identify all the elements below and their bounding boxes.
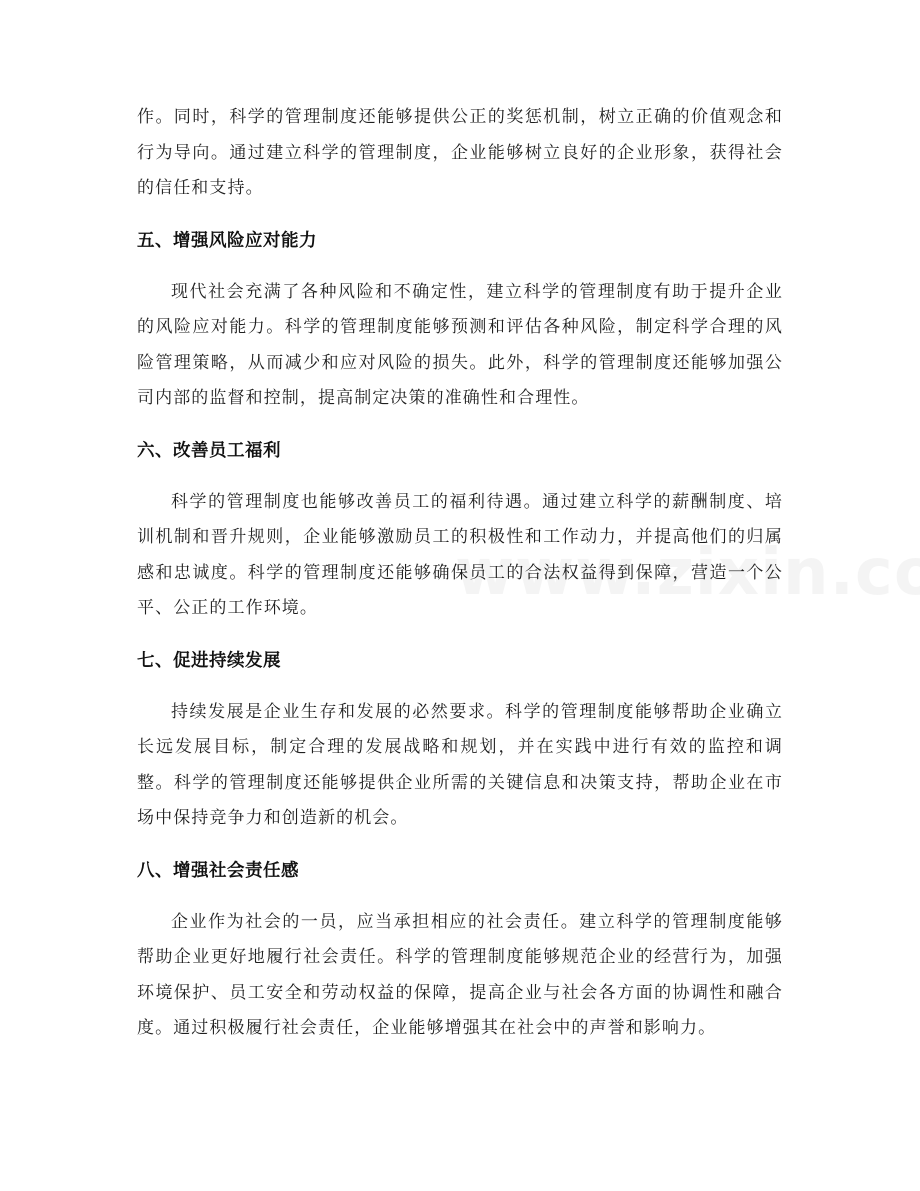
intro-paragraph: 作。同时，科学的管理制度还能够提供公正的奖惩机制，树立正确的价值观念和行为导向。通过建立科学的管理制度，企业能够树立良好的企业形象，获得社会的信任和支持。: [137, 107, 783, 198]
section-5-paragraph: 现代社会充满了各种风险和不确定性，建立科学的管理制度有助于提升企业的风险应对能力。科学的管理制度能够预测和评估各种风险，制定科学合理的风险管理策略，从而减少和应对风险的损失。此外，科学的管理制度还能够加强公司内部的监督和控制，提高制定决策的准确性和合理性。: [137, 281, 783, 408]
section-6-heading: 六、改善员工福利: [137, 440, 281, 461]
section-7-heading: 七、促进持续发展: [137, 650, 281, 671]
section-5-heading: 五、增强风险应对能力: [137, 230, 317, 251]
section-6-paragraph: 科学的管理制度也能够改善员工的福利待遇。通过建立科学的薪酬制度、培训机制和晋升规则，企业能够激励员工的积极性和工作动力，并提高他们的归属感和忠诚度。科学的管理制度还能够确保员工的合法权益得到保障，营造一个公平、公正的工作环境。: [137, 491, 783, 618]
section-8-heading: 八、增强社会责任感: [137, 860, 299, 881]
section-7-paragraph: 持续发展是企业生存和发展的必然要求。科学的管理制度能够帮助企业确立长远发展目标，制定合理的发展战略和规划，并在实践中进行有效的监控和调整。科学的管理制度还能够提供企业所需的关键信息和决策支持，帮助企业在市场中保持竞争力和创造新的机会。: [137, 701, 783, 828]
section-8-paragraph: 企业作为社会的一员，应当承担相应的社会责任。建立科学的管理制度能够帮助企业更好地履行社会责任。科学的管理制度能够规范企业的经营行为，加强环境保护、员工安全和劳动权益的保障，提高企业与社会各方面的协调性和融合度。通过积极履行社会责任，企业能够增强其在社会中的声誉和影响力。: [137, 911, 783, 1038]
